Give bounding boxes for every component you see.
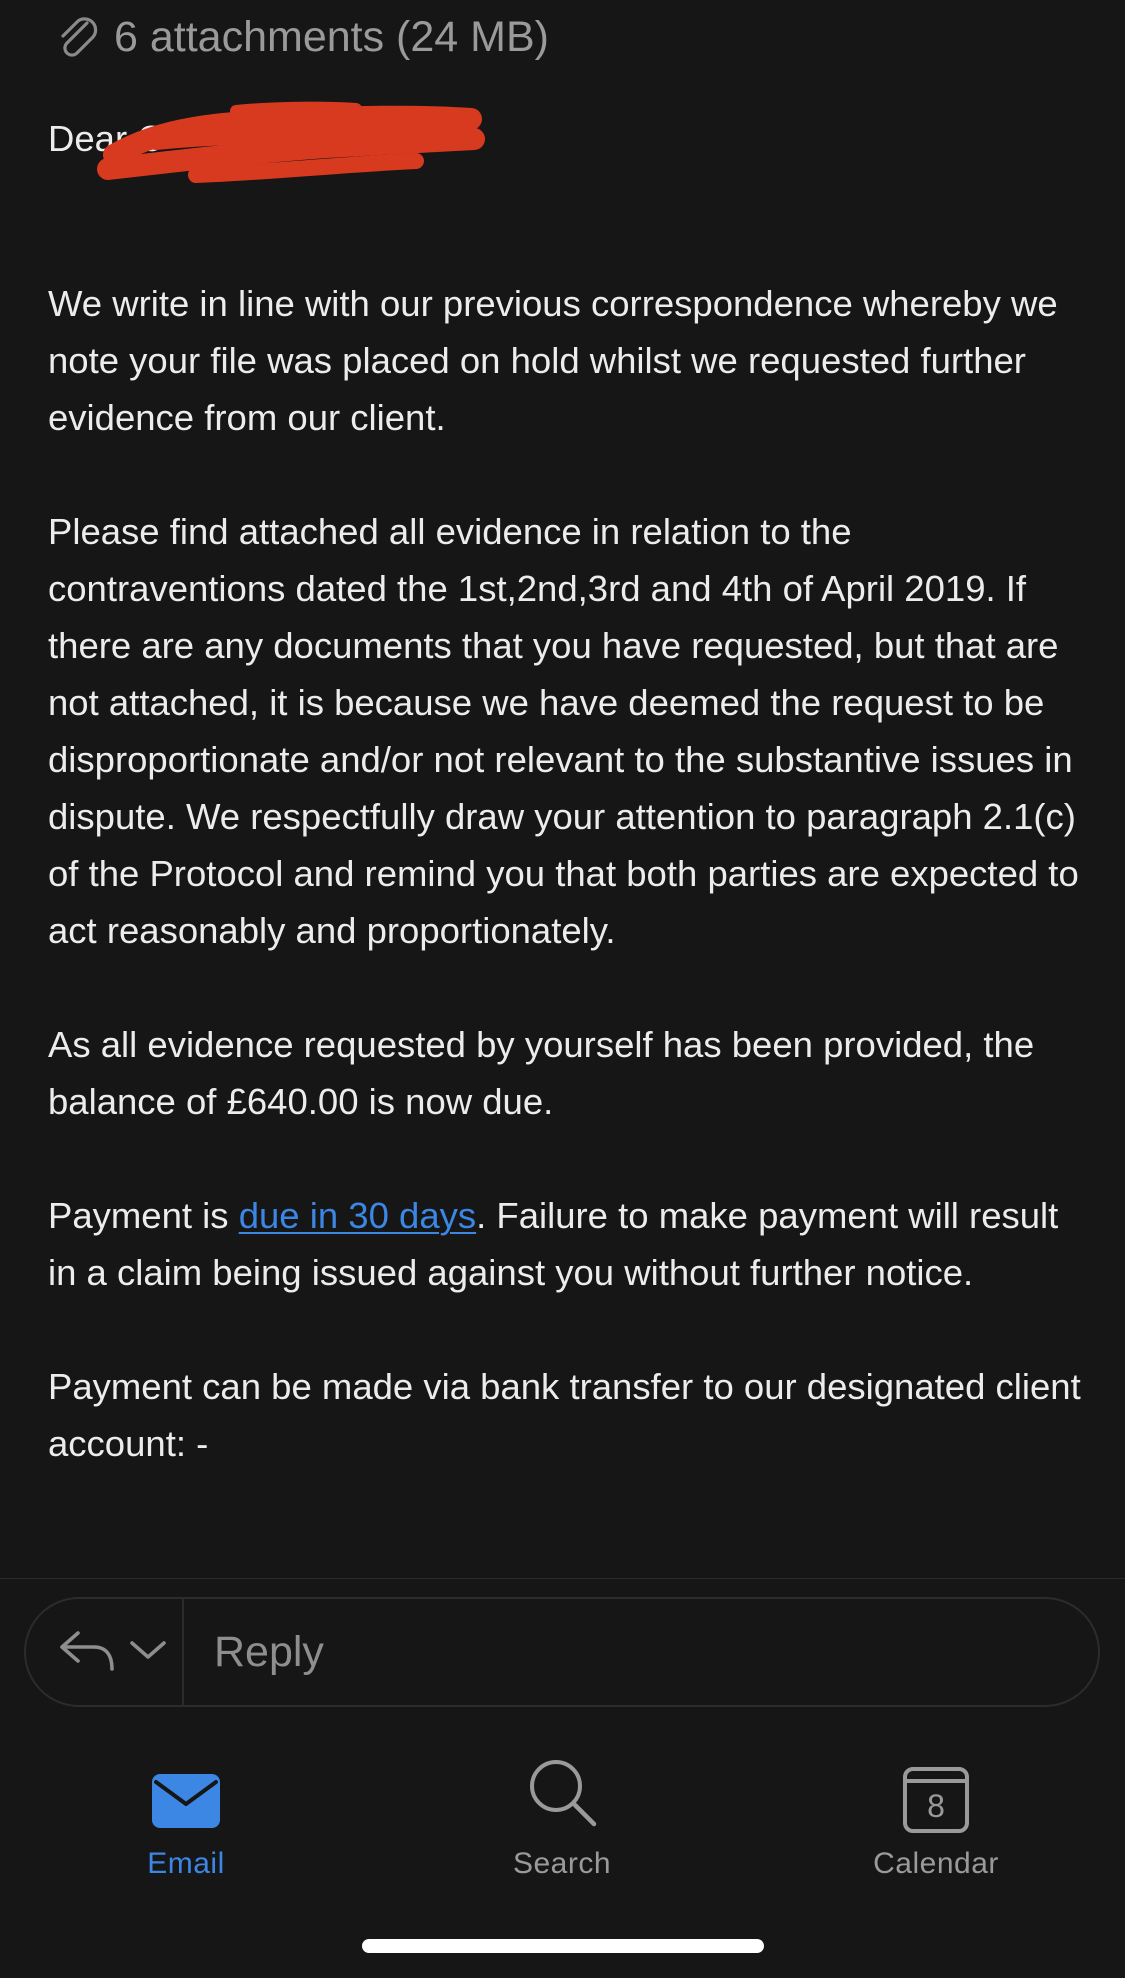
tab-search[interactable] <box>452 1749 672 1889</box>
tab-label: Email <box>147 1847 225 1880</box>
due-date-link[interactable]: due in 30 days <box>238 1195 477 1236</box>
home-indicator[interactable] <box>362 1939 764 1953</box>
magnifier-icon <box>526 1756 598 1833</box>
tab-bar <box>0 1749 1125 1899</box>
email-paragraph: We write in line with our previous correspondence whereby we note your file was placed on hold whilst we requested further evidence from our client. <box>48 283 1058 438</box>
tab-label: Calendar <box>873 1847 999 1880</box>
reply-arrow-icon <box>56 1625 118 1680</box>
bottom-panel <box>0 1578 1125 1978</box>
tab-label: Search <box>512 1847 612 1880</box>
payment-suffix: . Failure to make payment will result in a claim being issued against you without further notice. <box>48 1195 1059 1293</box>
calendar-icon <box>903 1765 969 1833</box>
envelope-icon <box>152 1772 220 1833</box>
email-paragraph: Please find attached all evidence in relation to the contraventions dated the 1st,2nd,3rd and 4th of April 2019. If there are any documents that you have requested, but that are not attached, it is because we have deemed the request to be disproportionate and/or not relevant to the substantive issues in dispute. We respectfully draw your attention to paragraph 2.1(c) of the Protocol and remind you that both parties are expected to act reasonably and proportionately. <box>48 511 1079 951</box>
email-greeting <box>48 105 1088 173</box>
email-paragraph: Payment can be made via bank transfer to our designated client account: - <box>48 1366 1081 1464</box>
reply-bar <box>24 1597 1100 1707</box>
email-paragraph: As all evidence requested by yourself has been provided, the balance of £640.00 is now due. <box>48 1024 1035 1122</box>
email-body <box>48 105 1088 1472</box>
tab-email[interactable] <box>76 1749 296 1889</box>
payment-paragraph <box>48 1187 1088 1301</box>
payment-prefix: Payment is <box>48 1195 239 1236</box>
redaction-scribble <box>96 95 486 190</box>
greeting-text: Dear C <box>48 118 164 159</box>
paperclip-icon <box>56 13 100 61</box>
chevron-down-icon <box>128 1635 168 1670</box>
reply-options-button[interactable] <box>26 1599 184 1705</box>
tab-calendar[interactable] <box>826 1749 1046 1889</box>
calendar-day: 8 <box>927 1788 945 1824</box>
attachments-summary[interactable] <box>56 4 549 70</box>
reply-input[interactable] <box>184 1598 1098 1706</box>
attachments-label: 6 attachments (24 MB) <box>114 12 549 61</box>
